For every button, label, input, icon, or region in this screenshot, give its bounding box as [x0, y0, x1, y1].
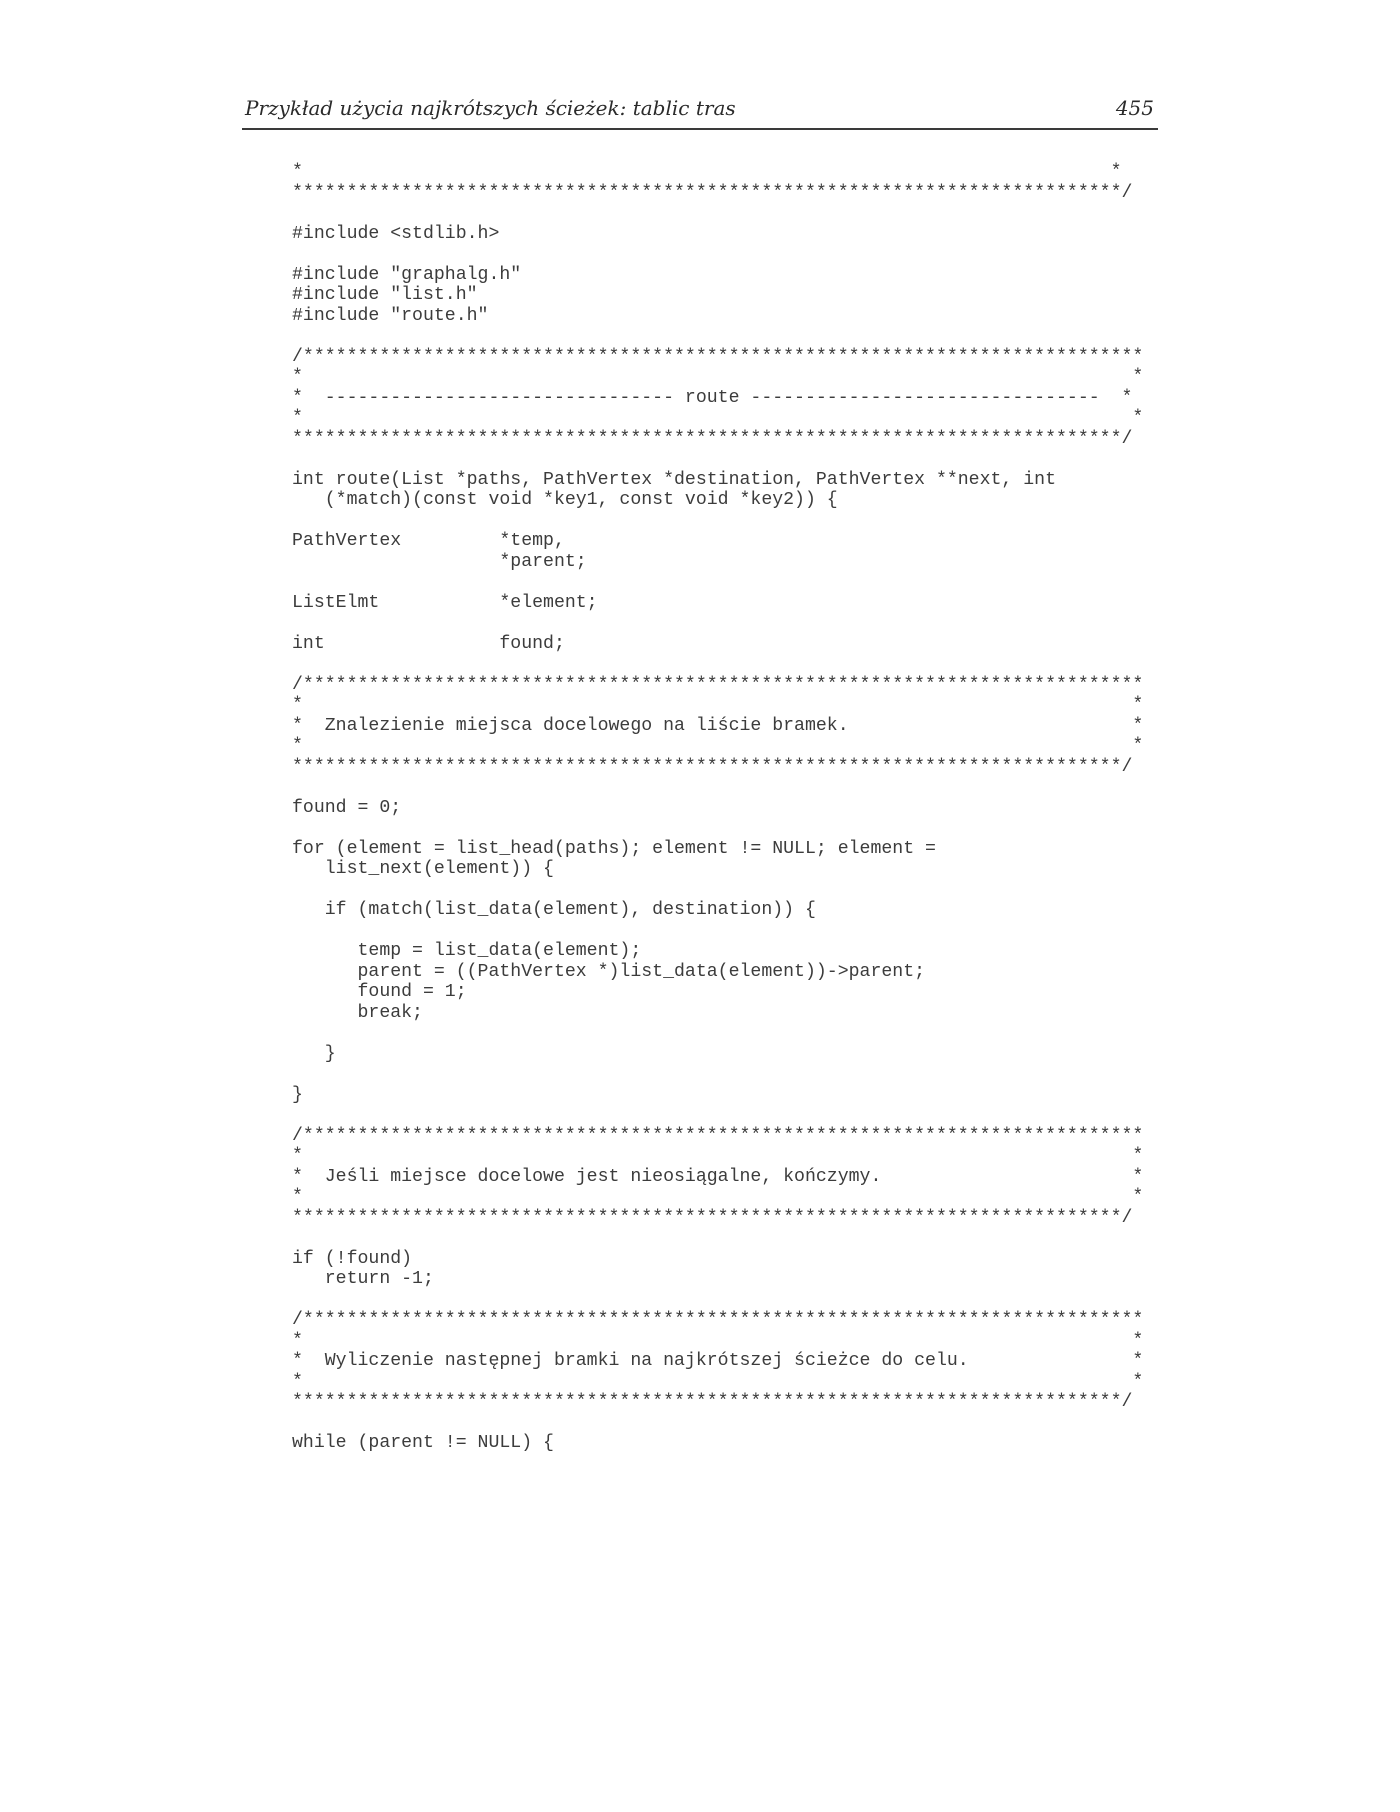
code-line: * *: [292, 736, 1144, 756]
code-line: * Znalezienie miejsca docelowego na liście bramek. *: [292, 715, 1144, 736]
code-line: * -------------------------------- route -------------------------------- *: [292, 387, 1133, 408]
code-line: ****************************************************************************/: [292, 1392, 1133, 1412]
code-line: * *: [292, 695, 1144, 715]
code-line: [292, 880, 1162, 901]
code-line: ****************************************************************************/: [292, 428, 1133, 449]
code-line: found = 0;: [292, 797, 402, 818]
code-line: [292, 511, 1162, 532]
code-line: #include "graphalg.h": [292, 264, 522, 285]
code-line: [292, 203, 1162, 224]
code-line: * *: [292, 162, 1122, 182]
code-line: [292, 572, 1162, 593]
code-line: [292, 921, 1162, 942]
code-line: [292, 244, 1162, 265]
code-line: [292, 1064, 1162, 1085]
code-line: #include "list.h": [292, 285, 478, 305]
code-line: * *: [292, 1187, 1144, 1207]
code-line: * Wyliczenie następnej bramki na najkrótszej ścieżce do celu. *: [292, 1351, 1144, 1371]
code-line: [292, 1228, 1162, 1249]
code-line: }: [292, 1043, 336, 1064]
code-line: PathVertex *temp,: [292, 531, 565, 551]
code-line: break;: [292, 1002, 423, 1023]
code-line: * *: [292, 367, 1144, 387]
code-line: * *: [292, 1330, 1144, 1351]
code-line: * *: [292, 1146, 1144, 1166]
code-line: found = 1;: [292, 982, 467, 1002]
code-line: return -1;: [292, 1269, 434, 1289]
code-line: list_next(element)) {: [292, 859, 554, 879]
page-number: 455: [1115, 96, 1154, 120]
code-line: * *: [292, 1371, 1144, 1392]
code-line: /*****************************************************************************: [292, 1125, 1144, 1146]
code-line: int route(List *paths, PathVertex *destination, PathVertex **next, int: [292, 469, 1056, 490]
code-line: (*match)(const void *key1, const void *key2)) {: [292, 490, 838, 510]
code-line: * Jeśli miejsce docelowe jest nieosiągalne, kończymy. *: [292, 1166, 1144, 1187]
code-line: [292, 1023, 1162, 1044]
code-line: [292, 818, 1162, 839]
code-line: if (!found): [292, 1248, 413, 1269]
code-line: #include "route.h": [292, 305, 489, 326]
code-line: [292, 613, 1162, 634]
code-line: if (match(list_data(element), destination)) {: [292, 900, 816, 920]
code-line: [292, 449, 1162, 470]
code-line: for (element = list_head(paths); element != NULL; element =: [292, 838, 936, 859]
code-line: [292, 326, 1162, 347]
code-line: [292, 1105, 1162, 1126]
code-line: int found;: [292, 633, 565, 654]
code-line: * *: [292, 408, 1144, 428]
code-listing: [292, 162, 1162, 1454]
code-line: /*****************************************************************************: [292, 1310, 1144, 1330]
code-line: [292, 777, 1162, 798]
code-line: }: [292, 1084, 303, 1105]
code-line: #include <stdlib.h>: [292, 223, 500, 244]
code-line: /*****************************************************************************: [292, 346, 1144, 367]
code-line: ListElmt *element;: [292, 592, 598, 613]
running-title: Przykład użycia najkrótszych ścieżek: tablic tras: [245, 96, 736, 120]
code-line: while (parent != NULL) {: [292, 1433, 554, 1453]
code-line: [292, 1413, 1162, 1434]
code-line: [292, 654, 1162, 675]
code-line: *parent;: [292, 551, 587, 572]
running-header: [242, 94, 1158, 130]
code-line: ****************************************************************************/: [292, 1207, 1133, 1228]
code-line: temp = list_data(element);: [292, 941, 642, 961]
code-line: [292, 1290, 1162, 1311]
code-line: parent = ((PathVertex *)list_data(element))->parent;: [292, 961, 926, 982]
code-line: ****************************************************************************/: [292, 756, 1133, 777]
code-line: ****************************************************************************/: [292, 182, 1133, 203]
code-line: /*****************************************************************************: [292, 674, 1144, 695]
